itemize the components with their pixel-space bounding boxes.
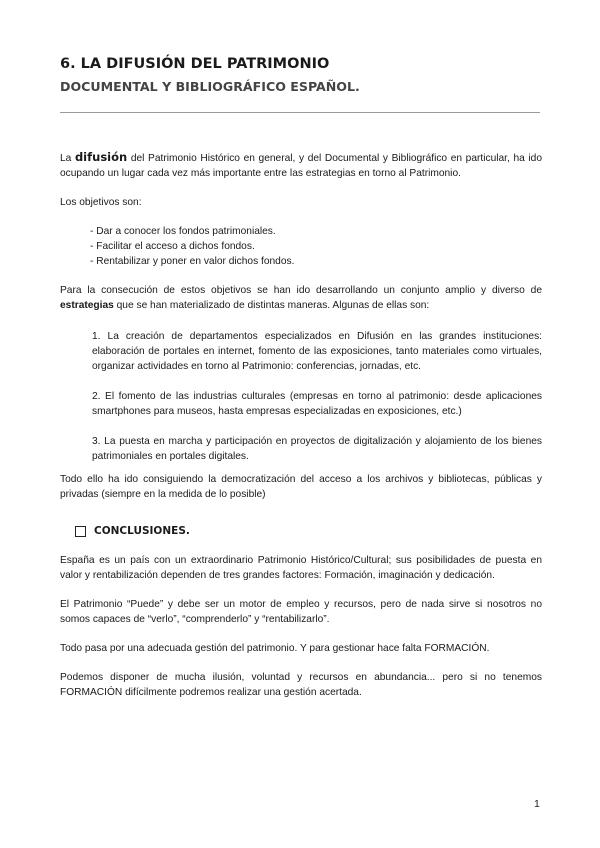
page-number: 1 xyxy=(534,798,540,810)
page-title: 6. LA DIFUSIÓN DEL PATRIMONIO xyxy=(60,56,330,72)
conclusion-paragraph: Todo pasa por una adecuada gestión del patrimonio. Y para gestionar hace falta FORMACIÓN. xyxy=(60,643,490,654)
list-item: - Dar a conocer los fondos patrimoniales. xyxy=(90,226,276,237)
list-item: - Rentabilizar y poner en valor dichos fondos. xyxy=(90,256,295,267)
document-body xyxy=(60,150,542,700)
list-item: 1. La creación de departamentos especializados en Difusión en las grandes instituciones: elaboración de portales en internet, fomento de las exposiciones, tanto materiales como virtuales, organizar actividades en torno al Patrimonio: conferencias, jornadas, etc. xyxy=(92,331,542,372)
conclusions-heading xyxy=(75,524,542,539)
intro-lead: La xyxy=(60,153,75,164)
conclusion-paragraph: España es un país con un extraordinario Patrimonio Histórico/Cultural; sus posibilidades de puesta en valor y rentabilización dependen de tres grandes factores: Formación, imaginación y dedicación. xyxy=(60,555,542,581)
strategies-before: Para la consecución de estos objetivos se han ido desarrollando un conjunto amplio y diverso de xyxy=(60,285,542,296)
section-title: CONCLUSIONES. xyxy=(94,525,190,537)
strategies-keyword: estrategias xyxy=(60,300,114,311)
intro-rest: del Patrimonio Histórico en general, y del Documental y Bibliográfico en particular, ha ido ocupando un lugar cada vez más importante entre las estrategias en torno al Patrimonio. xyxy=(60,153,542,179)
intro-keyword: difusión xyxy=(74,150,128,164)
list-item: 3. La puesta en marcha y participación en proyectos de digitalización y alojamiento de los bienes patrimoniales en portales digitales. xyxy=(92,436,542,462)
title-divider xyxy=(60,112,540,113)
closing-paragraph: Todo ello ha ido consiguiendo la democratización del acceso a los archivos y bibliotecas, públicas y privadas (siempre en la medida de lo posible) xyxy=(60,474,542,500)
strategies-list xyxy=(92,329,542,464)
strategies-after: que se han materializado de distintas maneras. Algunas de ellas son: xyxy=(113,300,430,311)
list-item: - Facilitar el acceso a dichos fondos. xyxy=(90,241,255,252)
objectives-label: Los objetivos son: xyxy=(60,197,142,208)
conclusion-paragraph: El Patrimonio “Puede” y debe ser un motor de empleo y recursos, pero de nada sirve si nosotros no somos capaces de “verlo”, “comprenderlo” y “rentabilizarlo”. xyxy=(60,599,542,625)
intro-paragraph xyxy=(60,150,542,181)
objectives-list xyxy=(90,224,542,269)
list-item: 2. El fomento de las industrias culturales (empresas en torno al patrimonio: desde aplicaciones smartphones para museos, hasta empresas especializadas en exposiciones, etc.) xyxy=(92,391,542,417)
conclusion-paragraph: Podemos disponer de mucha ilusión, voluntad y recursos en abundancia... pero si no tenemos FORMACIÓN difícilmente podremos realizar una gestión acertada. xyxy=(60,672,542,698)
checkbox-icon xyxy=(75,526,86,537)
page-subtitle: DOCUMENTAL Y BIBLIOGRÁFICO ESPAÑOL. xyxy=(60,79,360,94)
strategies-paragraph xyxy=(60,283,542,313)
